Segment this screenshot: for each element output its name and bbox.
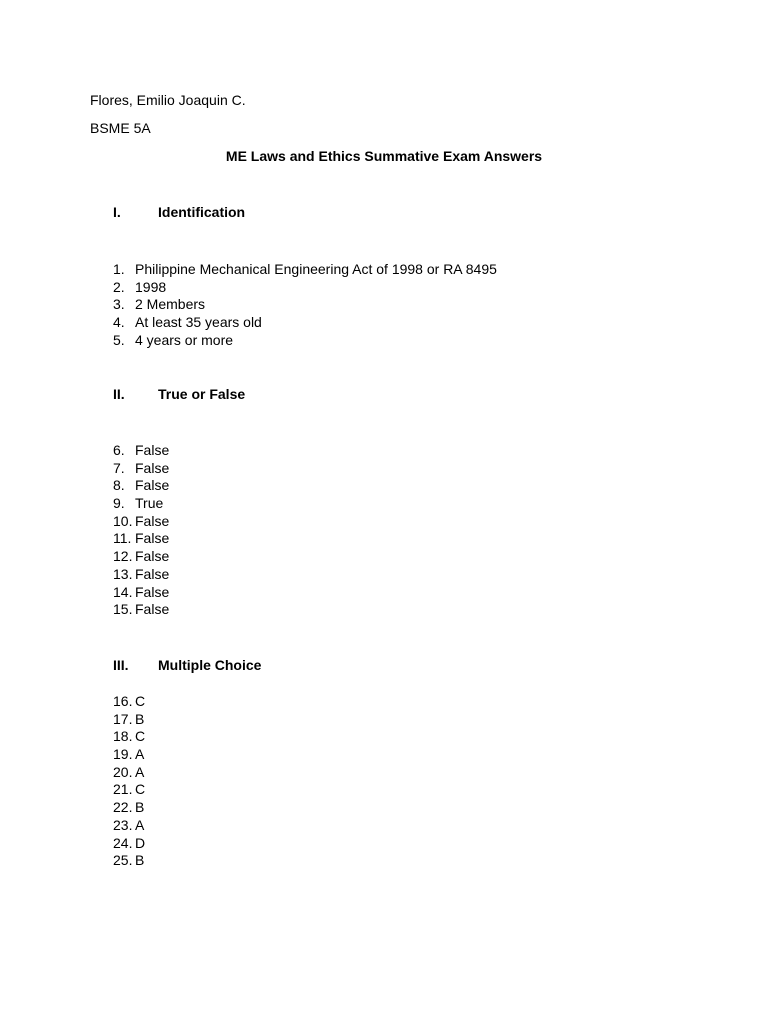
- item-answer: False: [135, 530, 170, 547]
- list-item: [113, 279, 497, 297]
- item-number: 10.: [113, 512, 133, 529]
- true-or-false-answers: [113, 442, 169, 619]
- list-item: [113, 548, 169, 566]
- section-title: Multiple Choice: [158, 657, 262, 673]
- item-answer: 1998: [135, 278, 167, 295]
- item-number: 16.: [113, 693, 133, 709]
- list-item: [113, 693, 145, 711]
- list-item: [113, 495, 169, 513]
- item-answer: C: [135, 781, 146, 798]
- item-number: 6.: [113, 442, 125, 458]
- list-item: [113, 601, 169, 619]
- item-number: 19.: [113, 746, 133, 763]
- item-number: 9.: [113, 495, 125, 512]
- item-answer: False: [135, 477, 170, 494]
- document-title: [0, 148, 768, 165]
- section-heading-true-or-false: [113, 386, 245, 403]
- item-answer: B: [135, 852, 145, 869]
- list-item: [113, 781, 145, 799]
- list-item: [113, 852, 145, 870]
- item-number: 1.: [113, 261, 125, 277]
- item-answer: False: [135, 583, 170, 600]
- course-section: BSME 5A: [90, 120, 151, 136]
- item-number: 12.: [113, 548, 133, 565]
- item-number: 14.: [113, 583, 133, 600]
- item-number: 21.: [113, 781, 133, 798]
- list-item: [113, 584, 169, 602]
- item-answer: False: [135, 459, 170, 476]
- item-answer: C: [135, 693, 146, 709]
- list-item: [113, 728, 145, 746]
- item-number: 11.: [113, 530, 132, 547]
- section-heading-multiple-choice: [113, 657, 261, 674]
- list-item: [113, 835, 145, 853]
- list-item: [113, 711, 145, 729]
- list-item: [113, 314, 497, 332]
- item-number: 20.: [113, 763, 133, 780]
- list-item: [113, 442, 169, 460]
- item-answer: A: [135, 763, 145, 780]
- section-numeral: III.: [113, 657, 129, 673]
- identification-answers: [113, 261, 497, 349]
- item-number: 17.: [113, 710, 133, 727]
- list-item: [113, 513, 169, 531]
- item-answer: A: [135, 746, 145, 763]
- item-number: 13.: [113, 565, 133, 582]
- item-number: 18.: [113, 728, 133, 745]
- multiple-choice-answers: [113, 693, 145, 870]
- list-item: [113, 477, 169, 495]
- item-number: 15.: [113, 601, 133, 618]
- item-answer: B: [135, 710, 145, 727]
- item-number: 4.: [113, 314, 125, 331]
- item-number: 5.: [113, 331, 125, 348]
- item-answer: False: [135, 601, 170, 618]
- item-answer: 4 years or more: [135, 331, 234, 348]
- item-number: 22.: [113, 799, 133, 816]
- section-numeral: I.: [113, 204, 121, 220]
- item-number: 23.: [113, 816, 133, 833]
- item-answer: D: [135, 834, 146, 851]
- item-answer: 2 Members: [135, 296, 206, 313]
- list-item: [113, 332, 497, 350]
- list-item: [113, 460, 169, 478]
- document-title-text: ME Laws and Ethics Summative Exam Answers: [225, 148, 543, 164]
- list-item: [113, 764, 145, 782]
- item-number: 25.: [113, 852, 133, 869]
- list-item: [113, 746, 145, 764]
- author-name: Flores, Emilio Joaquin C.: [90, 92, 246, 108]
- item-answer: True: [135, 495, 164, 512]
- section-title: True or False: [158, 386, 246, 402]
- item-number: 2.: [113, 278, 125, 295]
- item-answer: Philippine Mechanical Engineering Act of 1998 or RA 8495: [135, 261, 497, 277]
- list-item: [113, 261, 497, 279]
- item-answer: False: [135, 512, 170, 529]
- item-number: 24.: [113, 834, 133, 851]
- item-number: 3.: [113, 296, 125, 313]
- list-item: [113, 817, 145, 835]
- section-title: Identification: [158, 204, 246, 220]
- list-item: [113, 530, 169, 548]
- item-answer: C: [135, 728, 146, 745]
- item-answer: False: [135, 548, 170, 565]
- list-item: [113, 296, 497, 314]
- item-number: 8.: [113, 477, 125, 494]
- item-answer: B: [135, 799, 145, 816]
- list-item: [113, 799, 145, 817]
- section-heading-identification: [113, 204, 245, 221]
- item-answer: At least 35 years old: [135, 314, 262, 331]
- item-number: 7.: [113, 459, 125, 476]
- item-answer: False: [135, 442, 170, 458]
- item-answer: A: [135, 816, 145, 833]
- section-numeral: II.: [113, 386, 125, 402]
- list-item: [113, 566, 169, 584]
- item-answer: False: [135, 565, 170, 582]
